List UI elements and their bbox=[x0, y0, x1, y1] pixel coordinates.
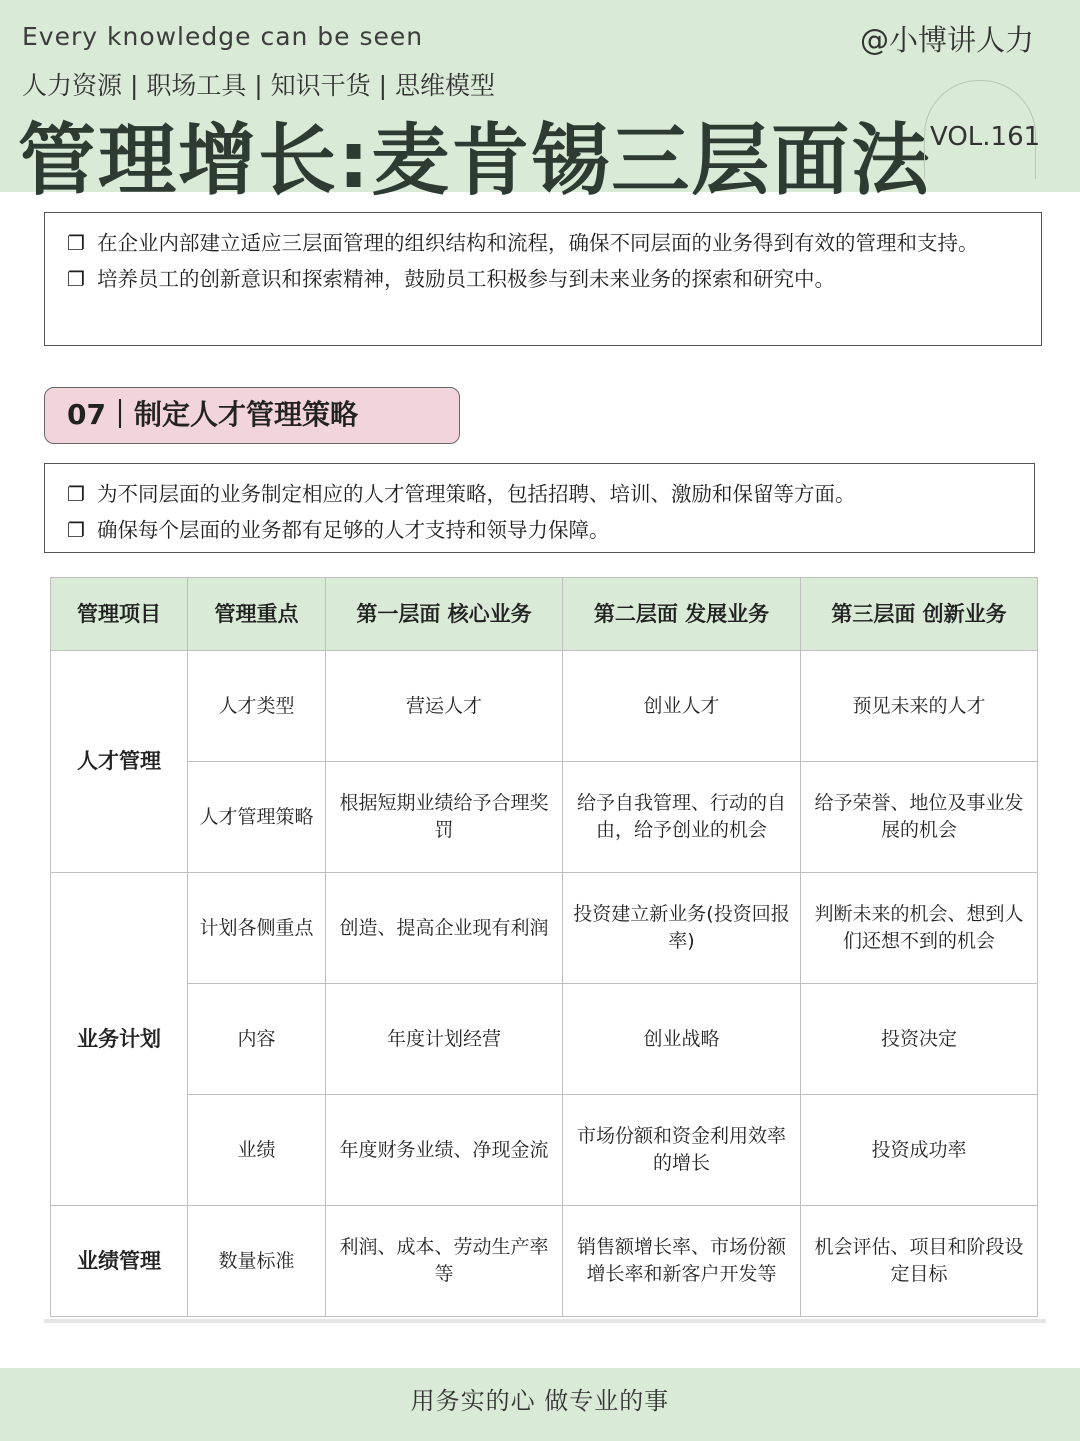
table-cell: 创造、提高企业现有利润 bbox=[326, 873, 563, 984]
table-row bbox=[51, 984, 1038, 1095]
category-list: 人力资源 | 职场工具 | 知识干货 | 思维模型 bbox=[22, 71, 495, 100]
header-banner bbox=[0, 0, 1080, 206]
table-cell: 根据短期业绩给予合理奖罚 bbox=[326, 762, 563, 873]
table-header-row bbox=[51, 578, 1038, 651]
table-row bbox=[51, 1206, 1038, 1317]
table-shadow-divider bbox=[44, 1319, 1046, 1323]
table-cell: 内容 bbox=[188, 984, 326, 1095]
column-header: 管理项目 bbox=[51, 578, 188, 651]
section-box bbox=[44, 463, 1035, 553]
tagline: Every knowledge can be seen bbox=[22, 22, 424, 51]
intro-box bbox=[44, 212, 1042, 346]
three-horizons-table bbox=[50, 577, 1038, 1317]
checkbox-icon: ❐ bbox=[67, 482, 85, 506]
section-heading: 07｜制定人才管理策略 bbox=[44, 387, 460, 444]
section-bullet: ❐ 确保每个层面的业务都有足够的人才支持和领导力保障。 bbox=[67, 512, 1014, 548]
table-cell: 判断未来的机会、想到人们还想不到的机会 bbox=[801, 873, 1038, 984]
table-cell: 计划各侧重点 bbox=[188, 873, 326, 984]
page-title: 管理增长:麦肯锡三层面法 bbox=[18, 116, 932, 206]
table-cell: 创业战略 bbox=[563, 984, 801, 1095]
table-cell: 营运人才 bbox=[326, 651, 563, 762]
table-cell: 人才管理策略 bbox=[188, 762, 326, 873]
table-cell: 销售额增长率、市场份额增长率和新客户开发等 bbox=[563, 1206, 801, 1317]
table-cell: 投资决定 bbox=[801, 984, 1038, 1095]
footer-banner bbox=[0, 1368, 1080, 1441]
table-cell: 市场份额和资金利用效率的增长 bbox=[563, 1095, 801, 1206]
table-cell: 给予自我管理、行动的自由，给予创业的机会 bbox=[563, 762, 801, 873]
footer-slogan: 用务实的心 做专业的事 bbox=[410, 1387, 670, 1415]
table-cell: 人才类型 bbox=[188, 651, 326, 762]
column-header: 第二层面 发展业务 bbox=[563, 578, 801, 651]
category-cell: 业绩管理 bbox=[51, 1206, 188, 1317]
intro-bullet: ❐ 培养员工的创新意识和探索精神，鼓励员工积极参与到未来业务的探索和研究中。 bbox=[67, 261, 1021, 297]
table-row bbox=[51, 651, 1038, 762]
intro-bullet: ❐ 在企业内部建立适应三层面管理的组织结构和流程，确保不同层面的业务得到有效的管理和支持。 bbox=[67, 225, 1021, 261]
table-cell: 机会评估、项目和阶段设定目标 bbox=[801, 1206, 1038, 1317]
table-cell: 利润、成本、劳动生产率等 bbox=[326, 1206, 563, 1317]
section-bullet: ❐ 为不同层面的业务制定相应的人才管理策略，包括招聘、培训、激励和保留等方面。 bbox=[67, 476, 1014, 512]
table-cell: 年度计划经营 bbox=[326, 984, 563, 1095]
category-cell: 人才管理 bbox=[51, 651, 188, 873]
table-cell: 业绩 bbox=[188, 1095, 326, 1206]
table-cell: 给予荣誉、地位及事业发展的机会 bbox=[801, 762, 1038, 873]
table-row bbox=[51, 873, 1038, 984]
table-cell: 数量标准 bbox=[188, 1206, 326, 1317]
table-cell: 预见未来的人才 bbox=[801, 651, 1038, 762]
table-cell: 投资成功率 bbox=[801, 1095, 1038, 1206]
table-row bbox=[51, 762, 1038, 873]
column-header: 第一层面 核心业务 bbox=[326, 578, 563, 651]
table-row bbox=[51, 1095, 1038, 1206]
category-cell: 业务计划 bbox=[51, 873, 188, 1206]
volume-label: VOL.161 bbox=[930, 122, 1041, 152]
table-cell: 创业人才 bbox=[563, 651, 801, 762]
table-cell: 年度财务业绩、净现金流 bbox=[326, 1095, 563, 1206]
column-header: 第三层面 创新业务 bbox=[801, 578, 1038, 651]
author-handle: @小博讲人力 bbox=[859, 23, 1034, 57]
column-header: 管理重点 bbox=[188, 578, 326, 651]
checkbox-icon: ❐ bbox=[67, 518, 85, 542]
table-cell: 投资建立新业务(投资回报率) bbox=[563, 873, 801, 984]
checkbox-icon: ❐ bbox=[67, 267, 85, 291]
checkbox-icon: ❐ bbox=[67, 231, 85, 255]
